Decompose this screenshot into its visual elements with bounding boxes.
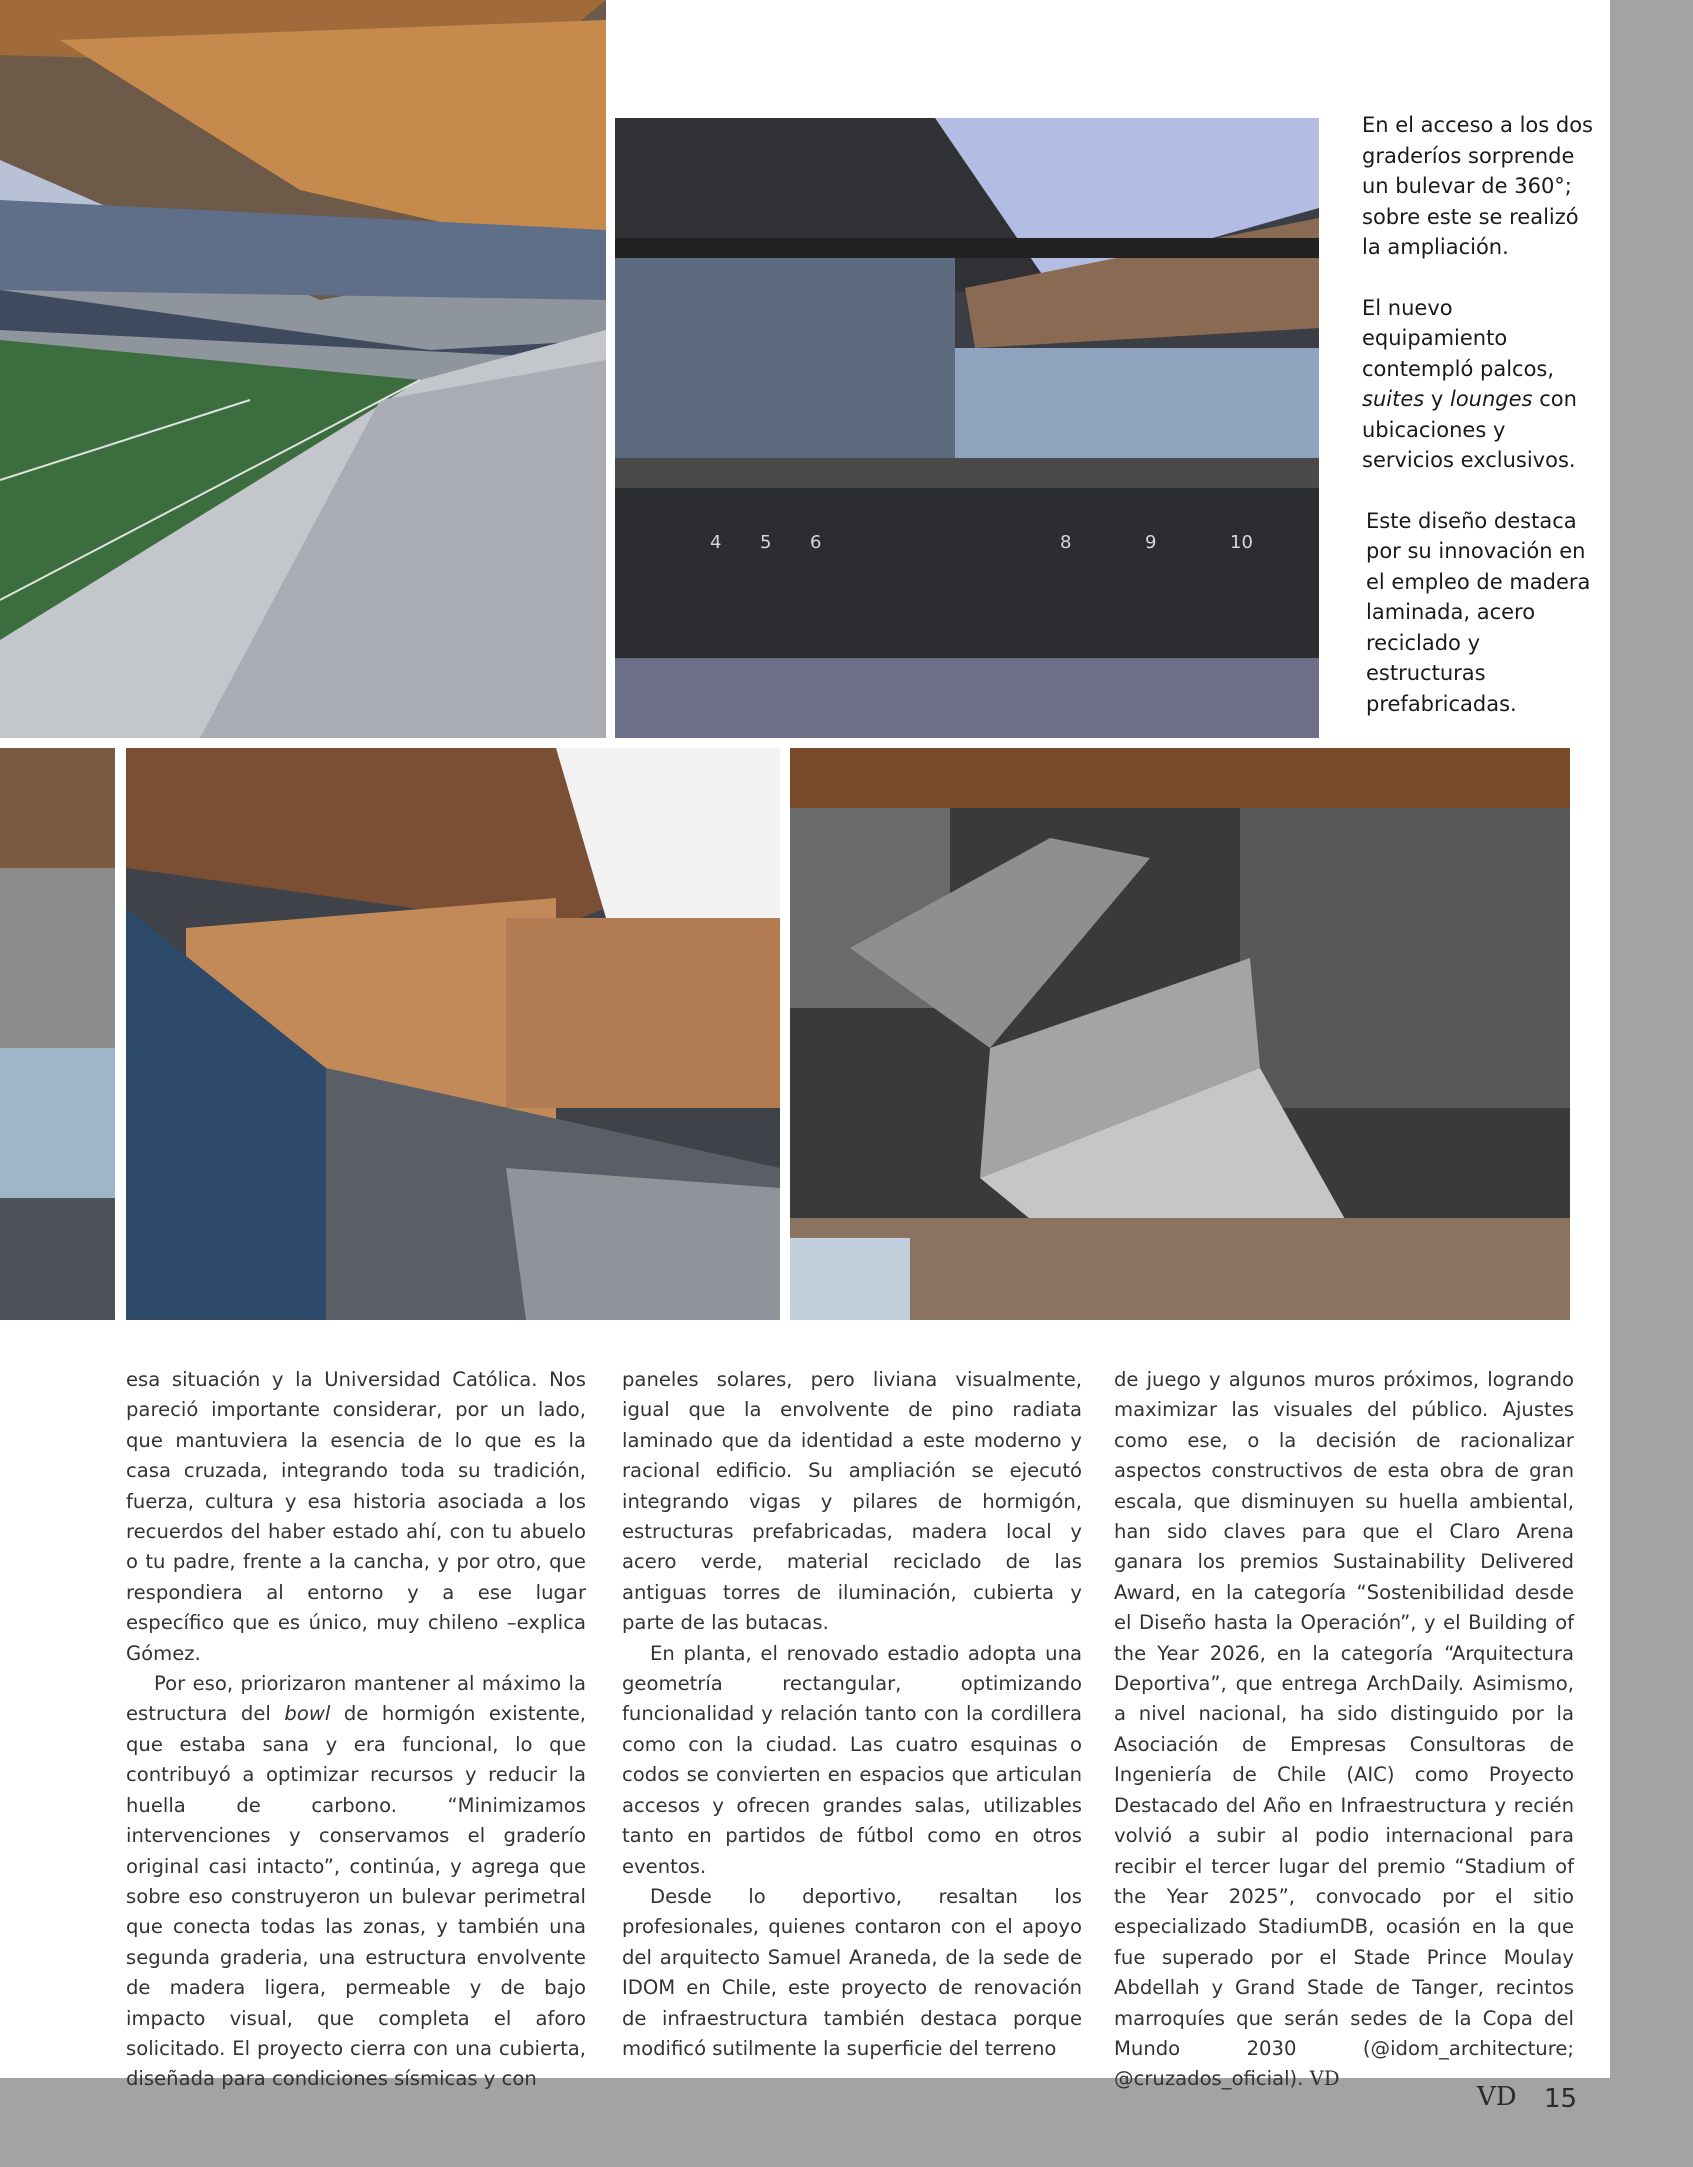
door-number: 9 (1145, 532, 1157, 553)
article-column-3 (1114, 1365, 1574, 2095)
stadium-stands-photo (0, 0, 606, 738)
paragraph: Desde lo deportivo, resaltan los profesionales, quienes contaron con el apoyo del arquitecto Samuel Araneda, de la sede de IDOM en Chile, este proyecto de renovación de infraestructura también destaca porque modificó sutilmente la superficie del terreno (622, 1884, 1082, 2060)
concrete-staircase-photo (790, 748, 1570, 1320)
caption-equipment: El nuevo equipamiento contempló palcos, suites y lounges con ubicaciones y servicios exclusivos. (1362, 295, 1577, 472)
article-column-1 (126, 1365, 586, 2095)
door-number: 4 (710, 532, 722, 553)
caption-design: Este diseño destaca por su innovación en el empleo de madera laminada, acero reciclado y estructuras prefabricadas. (1366, 508, 1591, 716)
paragraph: Por eso, priorizaron mantener al máximo la estructura del bowl de hormigón existente, que estaba sana y era funcional, lo que contribuyó a optimizar recursos y reducir la huella de carbono. “Minimizamos intervenciones y conservamos el graderío original casi intacto”, continúa, y agrega que sobre eso construyeron un bulevar perimetral que conecta todas las zonas, y también una segunda graderia, una estructura envolvente de madera ligera, permeable y de bajo impacto visual, que completa el aforo solicitado. El proyecto cierra con una cubierta, diseñada para condiciones sísmicas y con (126, 1672, 586, 2091)
wooden-roof-stands-photo (126, 748, 780, 1320)
caption-boulevard: En el acceso a los dos graderíos sorprende un bulevar de 360°; sobre este se realizó la ampliación. (1362, 113, 1593, 259)
end-mark: VD (1309, 2067, 1340, 2091)
door-number: 5 (760, 532, 772, 553)
page-number: 15 (1544, 2084, 1578, 2114)
door-number: 10 (1230, 532, 1253, 553)
door-number: 8 (1060, 532, 1072, 553)
paragraph: paneles solares, pero liviana visualmente, igual que la envolvente de pino radiata laminado que da identidad a este moderno y racional edificio. Su ampliación se ejecutó integrando vigas y pilares de hormigón, estructuras prefabricadas, madera local y acero verde, material reciclado de las antiguas torres de iluminación, cubierta y parte de las butacas. (622, 1368, 1082, 1635)
door-number: 6 (810, 532, 822, 553)
boulevard-facade-photo (615, 118, 1319, 738)
article-column-2 (622, 1365, 1082, 2064)
paragraph: En planta, el renovado estadio adopta una geometría rectangular, optimizando funcionalidad y relación tanto con la cordillera como con la ciudad. Las cuatro esquinas o codos se convierten en espacios que articulan accesos y ofrecen grandes salas, utilizables tanto en partidos de fútbol como en otros eventos. (622, 1641, 1082, 1878)
magazine-logo: VD (1477, 2082, 1517, 2112)
paragraph: de juego y algunos muros próximos, logrando maximizar las visuales del público. Ajustes como ese, o la decisión de racionalizar aspectos constructivos de esta obra de gran escala, que disminuyen su huella ambiental, han sido claves para que el Claro Arena ganara los premios Sustainability Delivered Award, en la categoría “Sostenibilidad desde el Diseño hasta la Operación”, y el Building of the Year 2026, en la categoría “Arquitectura Deportiva”, que entrega ArchDaily. Asimismo, a nivel nacional, ha sido distinguido por la Asociación de Empresas Consultoras de Ingeniería de Chile (AIC) como Proyecto Destacado del Año en Infraestructura y recién volvió a subir al podio internacional para recibir el tercer lugar del premio “Stadium of the Year 2025”, convocado por el sitio especializado StadiumDB, ocasión en la que fue superado por el Stade Prince Moulay Abdellah y Grand Stade de Tanger, recintos marroquíes que serán sedes de la Copa del Mundo 2030 (@idom_architecture; @cruzados_oficial). VD (1114, 1368, 1574, 2091)
partial-stands-photo (0, 748, 115, 1320)
paragraph: esa situación y la Universidad Católica. Nos pareció importante considerar, por un lado, que mantuviera la esencia de lo que es la casa cruzada, integrando toda su tradición, fuerza, cultura y esa historia asociada a los recuerdos del haber estado ahí, con tu abuelo o tu padre, frente a la cancha, y por otro, que respondiera al entorno y a ese lugar específico que es único, muy chileno –explica Gómez. (126, 1368, 586, 1665)
photo-captions (1362, 110, 1602, 749)
